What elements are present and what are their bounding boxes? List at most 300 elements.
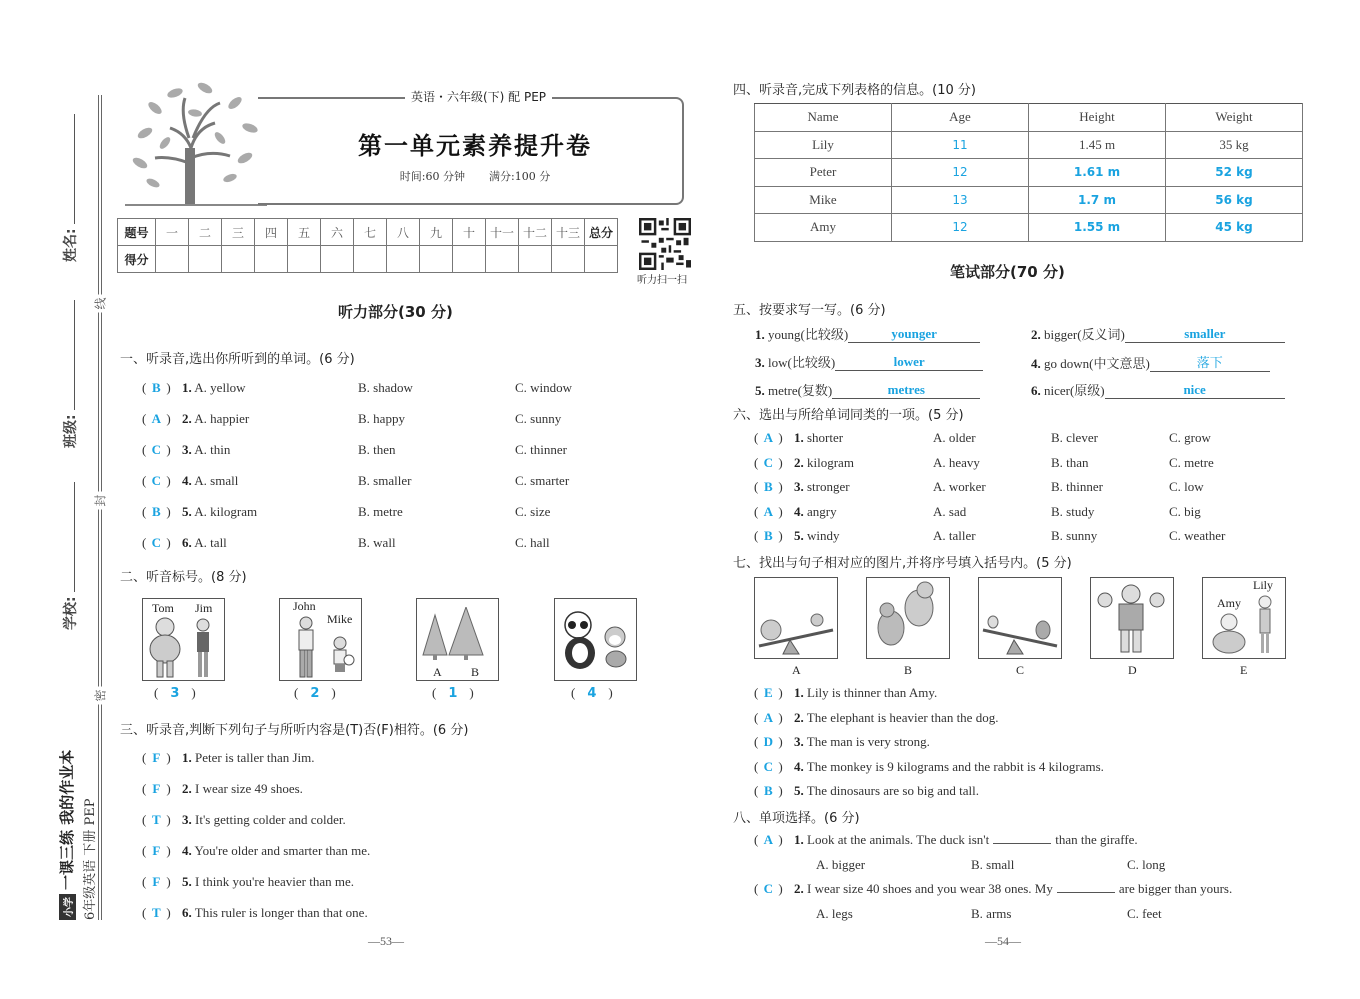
fill-item xyxy=(1031,324,1285,343)
answer-bracket[interactable]: ( D ) xyxy=(754,734,783,749)
sentence-blank[interactable] xyxy=(993,843,1051,844)
item-number: 3. xyxy=(794,734,804,749)
q6-heading: 六、选出与所给单词同类的一项。(5 分) xyxy=(733,408,964,423)
binding-char-secret: 密 xyxy=(92,687,109,705)
brand-block xyxy=(56,750,98,920)
item-number: 2. xyxy=(794,454,804,470)
item-number: 1. xyxy=(794,832,804,847)
q2-picture-3 xyxy=(416,598,499,681)
item-number: 1. xyxy=(794,685,804,700)
answer-bracket[interactable]: ( F ) xyxy=(142,843,171,858)
class-field[interactable] xyxy=(60,300,80,448)
item-number: 4. xyxy=(182,473,192,488)
answer: 1 xyxy=(448,686,458,701)
answer: A xyxy=(763,832,774,847)
option-c: C. smarter xyxy=(515,473,570,488)
score-col: 十 xyxy=(453,219,486,246)
page-title: 第一单元素养提升卷 xyxy=(358,131,592,160)
item-number: 4. xyxy=(1031,356,1041,371)
item-number: 4. xyxy=(182,843,192,858)
table-row xyxy=(755,131,1303,159)
picture-label: Mike xyxy=(327,612,353,626)
option-c: C. metre xyxy=(1169,454,1214,470)
name-field[interactable] xyxy=(60,114,80,262)
brand-subtitle: 6年级英语 下册 PEP xyxy=(83,798,98,920)
answer: C xyxy=(763,454,774,470)
score-label: 得分 xyxy=(118,246,156,273)
item-number: 4. xyxy=(794,503,804,519)
item-prompt: bigger(反义词) xyxy=(1044,327,1125,342)
answer-blank[interactable]: nice xyxy=(1105,382,1285,399)
q3-item xyxy=(142,843,370,859)
option-b: B. small xyxy=(971,856,1015,872)
sentence-start: Look at the animals. The duck isn't xyxy=(807,832,990,847)
cell-weight[interactable]: 52 kg xyxy=(1166,159,1303,187)
info-table xyxy=(754,103,1303,242)
answer: B xyxy=(152,504,161,519)
info-table-header xyxy=(755,104,1303,132)
given-word: shorter xyxy=(807,430,844,445)
picture-label: A xyxy=(792,663,801,677)
answer-bracket[interactable]: ( E ) xyxy=(754,685,783,700)
answer: E xyxy=(764,685,773,700)
option-a: A. legs xyxy=(816,905,853,921)
item-number: 2. xyxy=(182,781,192,796)
option-b: B. then xyxy=(358,442,396,457)
answer-blank[interactable]: metres xyxy=(832,382,980,399)
table-row xyxy=(755,186,1303,214)
q8-item xyxy=(754,881,1232,897)
score-col: 四 xyxy=(255,219,288,246)
score-cell[interactable] xyxy=(288,246,321,273)
item-number: 3. xyxy=(794,479,804,494)
score-col: 六 xyxy=(321,219,354,246)
score-cell[interactable] xyxy=(156,246,189,273)
q3-heading: 三、听录音,判断下列句子与所听内容是(T)否(F)相符。(6 分) xyxy=(120,723,469,738)
q6-item xyxy=(754,528,840,544)
cell-height[interactable]: 1.7 m xyxy=(1029,186,1166,214)
answer-bracket[interactable]: ( A ) xyxy=(754,503,783,519)
statement: This ruler is longer than that one. xyxy=(194,905,368,920)
item-number: 2. xyxy=(794,881,804,896)
answer-bracket[interactable]: ( F ) xyxy=(142,750,171,765)
answer-bracket[interactable]: ( C ) xyxy=(142,442,171,457)
option-a: A. tall xyxy=(194,535,227,550)
answer: F xyxy=(152,843,161,858)
score-col: 十二 xyxy=(519,219,552,246)
score-cell[interactable] xyxy=(552,246,585,273)
answer-bracket[interactable]: ( A ) xyxy=(754,709,783,725)
q1-item xyxy=(142,535,227,551)
option-a: A. older xyxy=(933,430,976,445)
page-number-left: —53— xyxy=(368,934,404,948)
option-c: C. big xyxy=(1169,503,1201,519)
option-b: B. metre xyxy=(358,504,403,519)
class-blank[interactable] xyxy=(74,300,75,410)
item-number: 2. xyxy=(182,411,192,426)
q6-item xyxy=(754,479,850,495)
option-a: A. small xyxy=(194,473,239,488)
cell-age[interactable]: 12 xyxy=(892,159,1029,187)
q5-heading: 五、按要求写一写。(6 分) xyxy=(733,303,886,318)
answer: A xyxy=(763,430,774,445)
answer-bracket[interactable]: ( C ) xyxy=(754,758,783,774)
answer: 4 xyxy=(587,686,597,701)
score-col: 五 xyxy=(288,219,321,246)
col-header-age: Age xyxy=(892,104,1029,132)
answer-bracket[interactable]: ( A ) xyxy=(142,411,171,426)
answer-blank[interactable]: smaller xyxy=(1125,326,1285,343)
q7-picture-c xyxy=(978,577,1062,659)
elephant-dog-seesaw-illustration xyxy=(755,578,835,656)
score-cell[interactable] xyxy=(255,246,288,273)
score-cell[interactable] xyxy=(189,246,222,273)
option-c: C. long xyxy=(1127,856,1166,872)
item-number: 6. xyxy=(1031,383,1041,398)
lily-amy-illustration xyxy=(1203,578,1283,656)
strong-man-illustration xyxy=(1091,578,1171,656)
sentence: The elephant is heavier than the dog. xyxy=(806,709,999,725)
fill-item xyxy=(1031,380,1285,399)
picture-label: Jim xyxy=(195,601,213,615)
score-col: 三 xyxy=(222,219,255,246)
given-word: angry xyxy=(807,503,837,519)
col-header-name: Name xyxy=(755,104,892,132)
answer-bracket[interactable]: ( B ) xyxy=(754,783,783,798)
answer-bracket[interactable]: ( B ) xyxy=(754,479,783,494)
binding-char-line: 线 xyxy=(92,295,109,313)
table-row xyxy=(755,214,1303,242)
answer: F xyxy=(152,781,161,796)
option-b: B. than xyxy=(1051,454,1089,470)
picture-label: Lily xyxy=(1253,578,1273,592)
qr-code-icon[interactable] xyxy=(639,218,691,270)
q2-answer-2[interactable]: ( 2 ) xyxy=(294,685,336,701)
picture-label: B xyxy=(471,665,480,679)
q7-item xyxy=(754,710,998,726)
option-b: B. sunny xyxy=(1051,528,1098,543)
item-number: 1. xyxy=(182,750,192,765)
cell-name: Amy xyxy=(755,214,892,242)
question-number-label: 题号 xyxy=(118,219,156,246)
score-cell[interactable] xyxy=(354,246,387,273)
option-c: C. size xyxy=(515,504,551,519)
q7-item xyxy=(754,685,937,701)
statement: I wear size 49 shoes. xyxy=(195,781,303,796)
score-table xyxy=(117,218,618,273)
q3-item xyxy=(142,812,346,828)
cell-height: 1.45 m xyxy=(1029,131,1166,159)
option-c: C. grow xyxy=(1169,430,1211,445)
school-label: 学校: xyxy=(63,596,79,630)
answer: T xyxy=(152,905,161,920)
item-number: 2. xyxy=(794,709,804,725)
cell-height[interactable]: 1.61 m xyxy=(1029,159,1166,187)
class-label: 班级: xyxy=(63,414,79,448)
cell-weight[interactable]: 56 kg xyxy=(1166,186,1303,214)
item-prompt: metre(复数) xyxy=(768,383,833,398)
q1-item xyxy=(142,411,249,427)
option-c: C. window xyxy=(515,380,573,395)
answer: F xyxy=(152,874,161,889)
item-number: 1. xyxy=(182,380,192,395)
john-mike-illustration xyxy=(290,615,356,679)
school-field[interactable] xyxy=(60,482,80,630)
item-prompt: go down(中文意思) xyxy=(1044,356,1150,371)
q7-item xyxy=(754,759,1104,775)
answer-bracket[interactable]: ( C ) xyxy=(142,473,171,488)
cell-age[interactable]: 12 xyxy=(892,214,1029,242)
sentence: The man is very strong. xyxy=(806,734,930,749)
cell-name: Peter xyxy=(755,159,892,187)
answer-bracket[interactable]: ( A ) xyxy=(754,832,783,847)
option-c: C. sunny xyxy=(515,411,562,426)
picture-label: Tom xyxy=(152,601,174,615)
answer: A xyxy=(151,411,162,426)
q2-answer-1[interactable]: ( 3 ) xyxy=(154,685,196,701)
q1-heading: 一、听录音,选出你所听到的单词。(6 分) xyxy=(120,352,355,367)
tree-illustration xyxy=(125,78,267,206)
binding-strip xyxy=(0,0,115,999)
item-prompt: low(比较级) xyxy=(768,355,836,370)
q1-item xyxy=(142,504,257,520)
item-number: 3. xyxy=(755,355,765,370)
answer: C xyxy=(151,473,162,488)
rabbit-monkey-seesaw-illustration xyxy=(979,578,1059,656)
sentence-blank[interactable] xyxy=(1057,892,1115,893)
binding-char-seal: 封 xyxy=(92,492,109,510)
answer-blank[interactable]: lower xyxy=(835,354,983,371)
picture-label: C xyxy=(1016,663,1025,677)
statement: I think you're heavier than me. xyxy=(195,874,355,889)
option-a: A. taller xyxy=(933,528,976,543)
score-cell[interactable] xyxy=(585,246,618,273)
item-number: 6. xyxy=(182,905,192,920)
q1-item xyxy=(142,380,246,396)
item-number: 1. xyxy=(755,327,765,342)
cell-height[interactable]: 1.55 m xyxy=(1029,214,1166,242)
answer-bracket[interactable]: ( T ) xyxy=(142,812,171,827)
item-number: 5. xyxy=(794,528,804,543)
score-col: 一 xyxy=(156,219,189,246)
item-prompt: nicer(原级) xyxy=(1044,383,1105,398)
answer-blank[interactable]: 落下 xyxy=(1150,352,1270,372)
q2-answer-3[interactable]: ( 1 ) xyxy=(432,685,474,701)
q3-item xyxy=(142,905,368,921)
option-b: B. thinner xyxy=(1051,479,1103,494)
option-a: A. kilogram xyxy=(194,504,258,519)
fill-item xyxy=(755,352,983,371)
cell-weight[interactable]: 45 kg xyxy=(1166,214,1303,242)
sentence-end: are bigger than yours. xyxy=(1118,881,1233,896)
picture-label: B xyxy=(904,663,913,677)
cell-weight: 35 kg xyxy=(1166,131,1303,159)
score-col: 九 xyxy=(420,219,453,246)
table-row xyxy=(755,159,1303,187)
dinosaurs-illustration xyxy=(867,578,947,656)
answer-bracket[interactable]: ( C ) xyxy=(754,881,783,896)
exam-meta xyxy=(300,168,650,184)
picture-label: John xyxy=(293,599,316,613)
trees-illustration xyxy=(419,607,497,662)
full-score: 满分:100 分 xyxy=(489,170,551,183)
fill-item xyxy=(1031,352,1270,372)
given-word: kilogram xyxy=(807,454,854,470)
q2-heading: 二、听音标号。(8 分) xyxy=(120,570,247,585)
col-header-height: Height xyxy=(1029,104,1166,132)
option-a: A. happier xyxy=(194,411,250,426)
picture-label: A xyxy=(433,665,442,679)
option-b: B. wall xyxy=(358,535,396,550)
score-cell[interactable] xyxy=(321,246,354,273)
subject-label: 英语・六年级(下) 配 PEP xyxy=(405,88,552,105)
q7-picture-a xyxy=(754,577,838,659)
item-prompt: young(比较级) xyxy=(768,327,849,342)
writing-section-title: 笔试部分(70 分) xyxy=(950,263,1065,281)
answer: 3 xyxy=(170,686,180,701)
item-number: 1. xyxy=(794,430,804,445)
answer-bracket[interactable]: ( C ) xyxy=(142,535,171,550)
cell-age[interactable]: 13 xyxy=(892,186,1029,214)
option-b: B. clever xyxy=(1051,430,1098,445)
q2-picture-4 xyxy=(554,598,637,681)
q7-heading: 七、找出与句子相对应的图片,并将序号填入括号内。(5 分) xyxy=(733,556,1072,571)
option-a: A. yellow xyxy=(194,380,246,395)
q7-item xyxy=(754,783,979,799)
q7-picture-d xyxy=(1090,577,1174,659)
sentence-start: I wear size 40 shoes and you wear 38 ones. My xyxy=(807,881,1053,896)
sentence: The dinosaurs are so big and tall. xyxy=(806,783,979,798)
answer: C xyxy=(151,442,162,457)
item-number: 3. xyxy=(182,812,192,827)
q1-item xyxy=(142,442,230,458)
name-label: 姓名: xyxy=(63,228,79,262)
q2-picture-2 xyxy=(279,598,362,681)
answer: C xyxy=(763,881,774,896)
score-cell[interactable] xyxy=(486,246,519,273)
statement: Peter is taller than Jim. xyxy=(195,750,315,765)
qr-label: 听力扫一扫 xyxy=(637,275,687,286)
score-col: 八 xyxy=(387,219,420,246)
school-blank[interactable] xyxy=(74,482,75,592)
option-c: C. thinner xyxy=(515,442,567,457)
q7-picture-e xyxy=(1202,577,1286,659)
answer: F xyxy=(152,750,161,765)
brand-logo: 小学 xyxy=(59,894,76,920)
cell-age[interactable]: 11 xyxy=(892,131,1029,159)
q2-picture-1 xyxy=(142,598,225,681)
picture-label: D xyxy=(1128,663,1137,677)
page-number-right: —54— xyxy=(985,934,1021,948)
answer-blank[interactable]: younger xyxy=(848,326,980,343)
item-number: 3. xyxy=(182,442,192,457)
answer-bracket[interactable]: ( B ) xyxy=(754,528,783,543)
given-word: stronger xyxy=(807,479,850,494)
score-cell[interactable] xyxy=(387,246,420,273)
score-table-header-row xyxy=(118,219,618,246)
score-table-score-row xyxy=(118,246,618,273)
item-number: 6. xyxy=(182,535,192,550)
item-number: 5. xyxy=(755,383,765,398)
fill-item xyxy=(755,380,980,399)
q7-item xyxy=(754,734,930,750)
statement: You're older and smarter than me. xyxy=(194,843,371,858)
picture-label: E xyxy=(1240,663,1248,677)
q3-item xyxy=(142,750,315,766)
score-cell[interactable] xyxy=(453,246,486,273)
fill-item xyxy=(755,324,980,343)
q3-item xyxy=(142,874,354,890)
answer: A xyxy=(763,709,774,725)
option-a: A. worker xyxy=(933,479,986,494)
brand-title: 一课三练 我的作业本 xyxy=(58,749,76,890)
time-limit: 时间:60 分钟 xyxy=(399,170,465,183)
cell-name: Mike xyxy=(755,186,892,214)
item-number: 5. xyxy=(182,874,192,889)
sentence-end: than the giraffe. xyxy=(1055,832,1138,847)
q7-picture-b xyxy=(866,577,950,659)
score-cell[interactable] xyxy=(519,246,552,273)
col-header-weight: Weight xyxy=(1166,104,1303,132)
answer-bracket[interactable]: ( B ) xyxy=(142,380,171,395)
score-col: 十三 xyxy=(552,219,585,246)
answer: 2 xyxy=(310,686,320,701)
score-cell[interactable] xyxy=(420,246,453,273)
answer: C xyxy=(151,535,162,550)
option-a: A. thin xyxy=(194,442,231,457)
answer: C xyxy=(763,758,774,774)
q8-heading: 八、单项选择。(6 分) xyxy=(733,811,860,826)
option-c: C. weather xyxy=(1169,528,1226,543)
answer-bracket[interactable]: ( C ) xyxy=(754,454,783,470)
answer-bracket[interactable]: ( T ) xyxy=(142,905,171,920)
sentence: The monkey is 9 kilograms and the rabbit is 4 kilograms. xyxy=(806,758,1104,774)
option-b: B. arms xyxy=(971,905,1012,921)
panda-monkey-illustration xyxy=(558,609,634,673)
item-number: 5. xyxy=(794,783,804,798)
score-cell[interactable] xyxy=(222,246,255,273)
option-b: B. happy xyxy=(358,411,405,426)
option-a: A. heavy xyxy=(933,454,980,470)
q8-item xyxy=(754,832,1138,848)
answer-bracket[interactable]: ( A ) xyxy=(754,430,783,445)
answer: B xyxy=(152,380,161,395)
score-col: 七 xyxy=(354,219,387,246)
q1-item xyxy=(142,473,238,489)
option-c: C. hall xyxy=(515,535,550,550)
answer-bracket[interactable]: ( B ) xyxy=(142,504,171,519)
q2-answer-4[interactable]: ( 4 ) xyxy=(571,685,613,701)
q4-heading: 四、听录音,完成下列表格的信息。(10 分) xyxy=(733,83,976,98)
answer: T xyxy=(152,812,161,827)
item-number: 2. xyxy=(1031,327,1041,342)
sentence: Lily is thinner than Amy. xyxy=(807,685,938,700)
picture-label: Amy xyxy=(1217,596,1241,610)
answer-bracket[interactable]: ( F ) xyxy=(142,781,171,796)
answer: D xyxy=(763,734,774,749)
item-number: 5. xyxy=(182,504,192,519)
score-col: 二 xyxy=(189,219,222,246)
answer-bracket[interactable]: ( F ) xyxy=(142,874,171,889)
name-blank[interactable] xyxy=(74,114,75,224)
cell-name: Lily xyxy=(755,131,892,159)
item-number: 4. xyxy=(794,758,804,774)
option-b: B. study xyxy=(1051,503,1095,519)
option-c: C. low xyxy=(1169,479,1204,494)
q6-item xyxy=(754,455,854,471)
q6-item xyxy=(754,430,843,446)
score-col: 十一 xyxy=(486,219,519,246)
